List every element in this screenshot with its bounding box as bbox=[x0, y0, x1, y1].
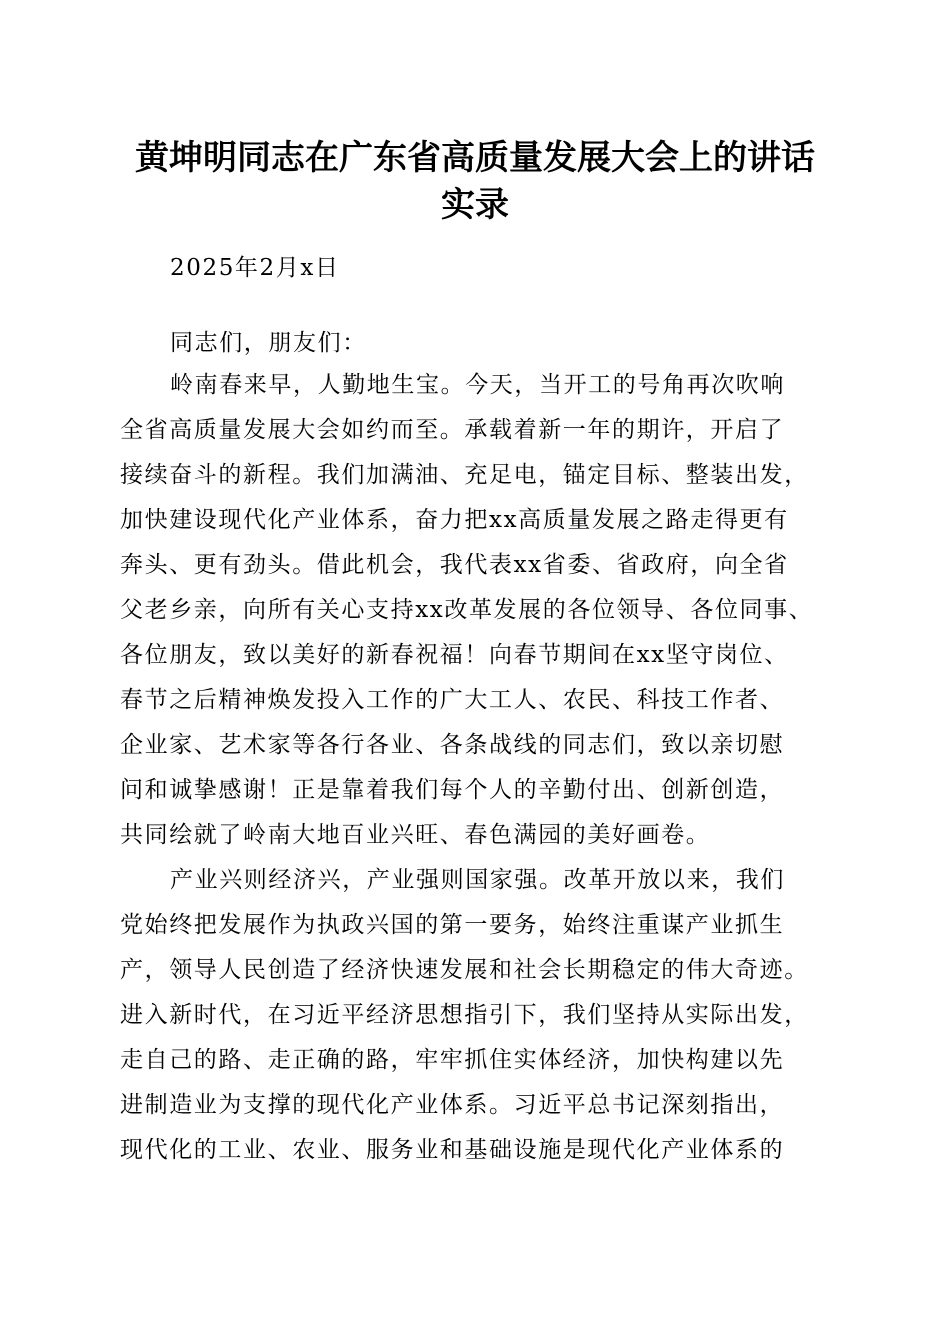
paragraph-line: 岭南春来早，人勤地生宝。今天，当开工的号角再次吹响 bbox=[170, 372, 785, 398]
paragraph-line: 问和诚挚感谢！正是靠着我们每个人的辛勤付出、创新创造， bbox=[120, 777, 785, 803]
paragraph-line: 走自己的路、走正确的路，牢牢抓住实体经济，加快构建以先 bbox=[120, 1047, 785, 1073]
paragraph-line: 共同绘就了岭南大地百业兴旺、春色满园的美好画卷。 bbox=[120, 822, 711, 848]
paragraph-line: 党始终把发展作为执政兴国的第一要务，始终注重谋产业抓生 bbox=[120, 912, 785, 938]
document-title bbox=[0, 135, 950, 229]
paragraph-line: 企业家、艺术家等各行各业、各条战线的同志们，致以亲切慰 bbox=[120, 732, 785, 758]
title-line: 黄坤明同志在广东省高质量发展大会上的讲话 bbox=[135, 138, 815, 178]
paragraph-line: 全省高质量发展大会如约而至。承载着新一年的期许，开启了 bbox=[120, 417, 785, 443]
paragraph-line: 接续奋斗的新程。我们加满油、充足电，锚定目标、整装出发， bbox=[120, 462, 809, 488]
paragraph-line: 春节之后精神焕发投入工作的广大工人、农民、科技工作者、 bbox=[120, 687, 785, 713]
date-line: 2025年2月x日 bbox=[170, 255, 340, 281]
paragraph-line: 各位朋友，致以美好的新春祝福！向春节期间在xx坚守岗位、 bbox=[120, 642, 789, 668]
paragraph-line: 进入新时代，在习近平经济思想指引下，我们坚持从实际出发， bbox=[120, 1002, 809, 1028]
paragraph-line: 产业兴则经济兴，产业强则国家强。改革开放以来，我们 bbox=[170, 867, 785, 893]
title-line: 实录 bbox=[441, 185, 509, 225]
paragraph-line: 现代化的工业、农业、服务业和基础设施是现代化产业体系的 bbox=[120, 1137, 785, 1163]
paragraph-line: 奔头、更有劲头。借此机会，我代表xx省委、省政府，向全省 bbox=[120, 552, 789, 578]
paragraph-line: 父老乡亲，向所有关心支持xx改革发展的各位领导、各位同事、 bbox=[120, 597, 814, 623]
greeting: 同志们，朋友们： bbox=[170, 330, 367, 356]
paragraph-line: 加快建设现代化产业体系，奋力把xx高质量发展之路走得更有 bbox=[120, 507, 789, 533]
paragraph-line: 产，领导人民创造了经济快速发展和社会长期稳定的伟大奇迹。 bbox=[120, 957, 809, 983]
paragraph-line: 进制造业为支撑的现代化产业体系。习近平总书记深刻指出， bbox=[120, 1092, 785, 1118]
